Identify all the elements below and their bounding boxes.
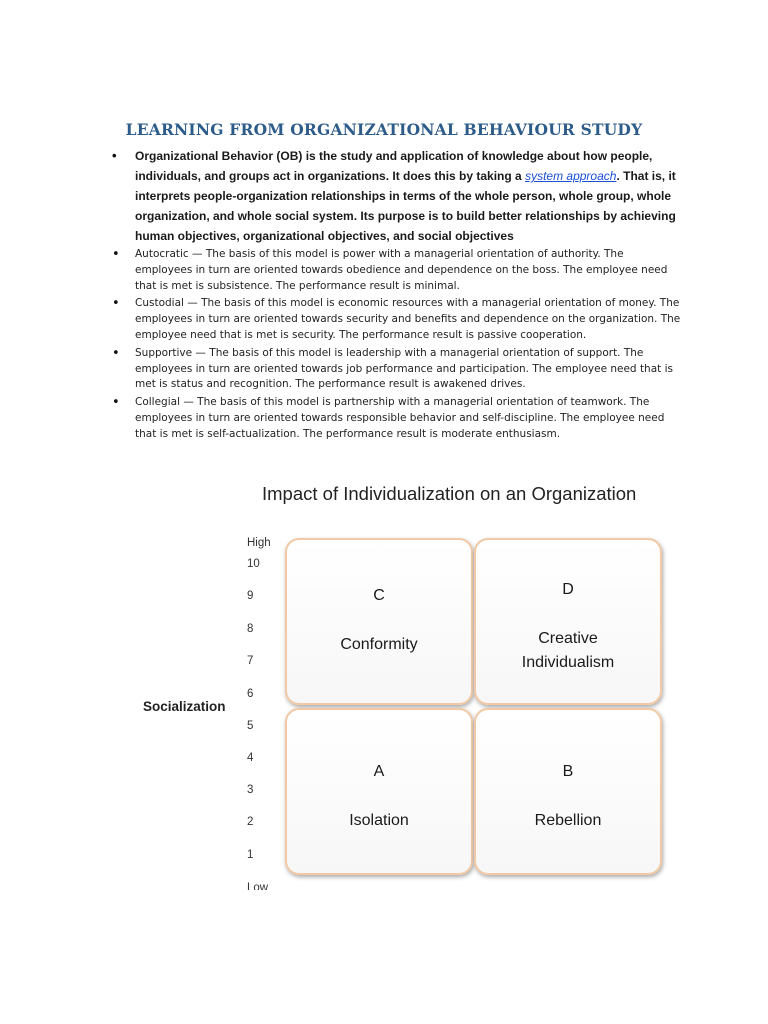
quadrant-label-line1: Creative: [538, 630, 598, 647]
intro-text-end: . That is, it interprets people-organization relationships in terms of the whole person, whole group, whole organization, and whole social system. Its purpose is to build better relationships by achieving human objectives, organizational objectives, and social objectives: [135, 169, 676, 243]
quadrant-label: Conformity: [340, 636, 418, 653]
intro-paragraph: [112, 146, 682, 246]
y-tick-10: 10: [247, 558, 260, 570]
model-supportive: • Supportive — The basis of this model is leadership with a managerial orientation of support. The employees in turn are oriented towards job performance and participation. The employee need that is met is status and recognition. The performance result is awakened drives.: [112, 346, 682, 393]
y-tick-5: 5: [247, 720, 254, 732]
quadrant-letter: D: [562, 581, 574, 598]
y-tick-7: 7: [247, 655, 254, 667]
y-tick-3: 3: [247, 784, 254, 796]
y-tick-6: 6: [247, 688, 254, 700]
quadrant-a-isolation: [285, 708, 473, 875]
quadrant-c-conformity: [285, 538, 473, 705]
y-high-label: High: [247, 537, 271, 549]
quadrant-label-line2: Individualism: [521, 654, 615, 671]
y-tick-4: 4: [247, 752, 254, 764]
quadrant-letter: A: [373, 763, 385, 780]
bullet-list: [112, 146, 682, 443]
model-autocratic: • Autocratic — The basis of this model is power with a managerial orientation of authority. The employees in turn are oriented towards obedience and dependence on the boss. The employee need that is met is subsistence. The performance result is minimal.: [112, 247, 682, 294]
y-tick-9: 9: [247, 590, 254, 602]
model-collegial: • Collegial — The basis of this model is partnership with a managerial orientation of teamwork. The employees in turn are oriented towards responsible behavior and self-discipline. The employee need that is met is self-actualization. The performance result is moderate enthusiasm.: [112, 395, 682, 442]
quadrant-label: Isolation: [349, 812, 409, 829]
quadrant-b-rebellion: [474, 708, 662, 875]
y-tick-8: 8: [247, 623, 254, 635]
model-custodial: • Custodial — The basis of this model is economic resources with a managerial orientation of money. The employees in turn are oriented towards security and benefits and dependence on the organization. The employee need that is met is security. The performance result is passive cooperation.: [112, 296, 682, 343]
quadrant-d-creative-individualism: [474, 538, 662, 705]
intro-text-start: Organizational Behavior (OB) is the study and application of knowledge about how people, individuals, and groups act in organizations. It does this by taking a: [135, 149, 653, 183]
quadrant-label: Rebellion: [534, 812, 602, 829]
quadrant-letter: B: [562, 763, 574, 780]
y-tick-2: 2: [247, 816, 254, 828]
y-low-label: Low: [247, 882, 269, 890]
system-approach-link[interactable]: system approach: [525, 169, 617, 183]
y-tick-1: 1: [247, 849, 254, 861]
quadrant-letter: C: [373, 587, 385, 604]
figure-title: Impact of Individualization on an Organization: [262, 483, 637, 504]
page-title: LEARNING FROM ORGANIZATIONAL BEHAVIOUR STUDY: [125, 120, 643, 139]
y-axis-title: Socialization: [143, 699, 226, 714]
